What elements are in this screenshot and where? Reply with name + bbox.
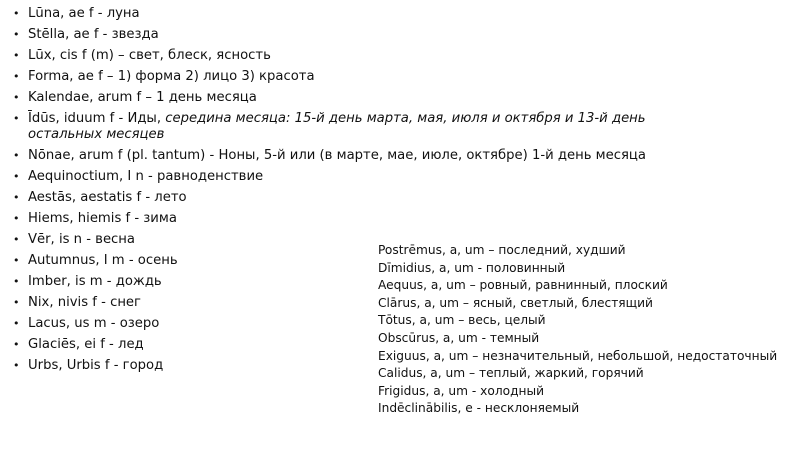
- bullet-icon: •: [13, 49, 20, 62]
- russian-translation: свет, блеск, ясность: [128, 48, 271, 63]
- vocab-item: [10, 6, 700, 22]
- russian-translation: снег: [110, 295, 141, 310]
- vocab-item: [10, 169, 700, 185]
- bullet-icon: •: [13, 296, 20, 309]
- adjective-item: Frigidus, a, um - холодный: [378, 383, 545, 398]
- russian-translation: 1 день месяца: [156, 90, 257, 105]
- bullet-icon: •: [13, 191, 20, 204]
- bullet-icon: •: [13, 275, 20, 288]
- latin-term: Lūx, cis f (m) –: [28, 48, 129, 63]
- latin-term: Stēlla, ae f -: [28, 27, 112, 42]
- adjective-item: Clārus, a, um – ясный, светлый, блестящий: [378, 295, 653, 310]
- vocabulary-list-adjectives: [378, 242, 798, 418]
- vocab-item: [10, 48, 700, 64]
- russian-translation: озеро: [119, 316, 160, 331]
- bullet-icon: •: [13, 254, 20, 267]
- adjective-item: Calidus, a, um – теплый, жаркий, горячий: [378, 366, 644, 381]
- russian-translation: луна: [106, 6, 140, 21]
- bullet-icon: •: [13, 212, 20, 225]
- bullet-icon: •: [13, 170, 20, 183]
- russian-translation: весна: [95, 232, 136, 247]
- latin-term: Urbs, Urbis f -: [28, 358, 123, 373]
- russian-translation: Иды,: [127, 111, 166, 126]
- latin-term: Autumnus, I m -: [28, 253, 138, 268]
- translation-note: середина месяца: 15-й день марта, мая, июля и октября и 13-й день остальных месяцев: [28, 111, 646, 142]
- bullet-icon: •: [13, 317, 20, 330]
- russian-translation: лето: [154, 190, 187, 205]
- latin-term: Forma, ae f –: [28, 69, 118, 84]
- adjective-item: Postrēmus, a, um – последний, худший: [378, 243, 626, 257]
- bullet-icon: •: [13, 28, 20, 41]
- bullet-icon: •: [13, 112, 20, 125]
- bullet-icon: •: [13, 359, 20, 372]
- adjective-item: Indēclinābilis, e - несклоняемый: [378, 401, 580, 416]
- adjective-item: Tōtus, a, um – весь, целый: [378, 313, 546, 328]
- adjective-item: Aequus, a, um – ровный, равнинный, плоский: [378, 278, 668, 293]
- latin-term: Lacus, us m -: [28, 316, 120, 331]
- latin-term: Imber, is m -: [28, 274, 116, 289]
- adjective-item: Exiguus, a, um – незначительный, небольшой, недостаточный: [378, 348, 778, 363]
- vocab-item: [10, 90, 700, 106]
- vocab-item: [10, 69, 700, 85]
- vocab-item: [10, 190, 700, 206]
- russian-translation: равноденствие: [156, 169, 264, 184]
- bullet-icon: •: [13, 91, 20, 104]
- latin-term: Nōnae, arum f (pl. tantum) -: [28, 148, 219, 163]
- latin-term: Hiems, hiemis f -: [28, 211, 144, 226]
- latin-term: Īdūs, iduum f -: [28, 111, 128, 126]
- latin-term: Glaciēs, ei f -: [28, 337, 119, 352]
- vocab-item: [10, 111, 700, 143]
- bullet-icon: •: [13, 70, 20, 83]
- latin-term: Lūna, ae f -: [28, 6, 107, 21]
- adjective-item: Dīmidius, a, um - половинный: [378, 260, 566, 275]
- latin-term: Aestās, aestatis f -: [28, 190, 155, 205]
- vocab-item: [10, 148, 700, 164]
- russian-translation: лед: [118, 337, 144, 352]
- latin-term: Nix, nivis f -: [28, 295, 111, 310]
- russian-translation: город: [122, 358, 164, 373]
- vocab-item: [10, 211, 700, 227]
- bullet-icon: •: [13, 233, 20, 246]
- russian-translation: 1) форма 2) лицо 3) красота: [117, 69, 315, 84]
- russian-translation: звезда: [111, 27, 159, 42]
- bullet-icon: •: [13, 7, 20, 20]
- russian-translation: осень: [137, 253, 178, 268]
- russian-translation: Ноны, 5-й или (в марте, мае, июле, октябре) 1-й день месяца: [218, 148, 646, 163]
- adjective-item: Obscūrus, a, um - темный: [378, 330, 540, 345]
- latin-term: Vēr, is n -: [28, 232, 96, 247]
- bullet-icon: •: [13, 149, 20, 162]
- latin-term: Aequinoctium, I n -: [28, 169, 157, 184]
- russian-translation: дождь: [115, 274, 162, 289]
- bullet-icon: •: [13, 338, 20, 351]
- vocab-item: [10, 27, 700, 43]
- russian-translation: зима: [143, 211, 177, 226]
- latin-term: Kalendae, arum f –: [28, 90, 157, 105]
